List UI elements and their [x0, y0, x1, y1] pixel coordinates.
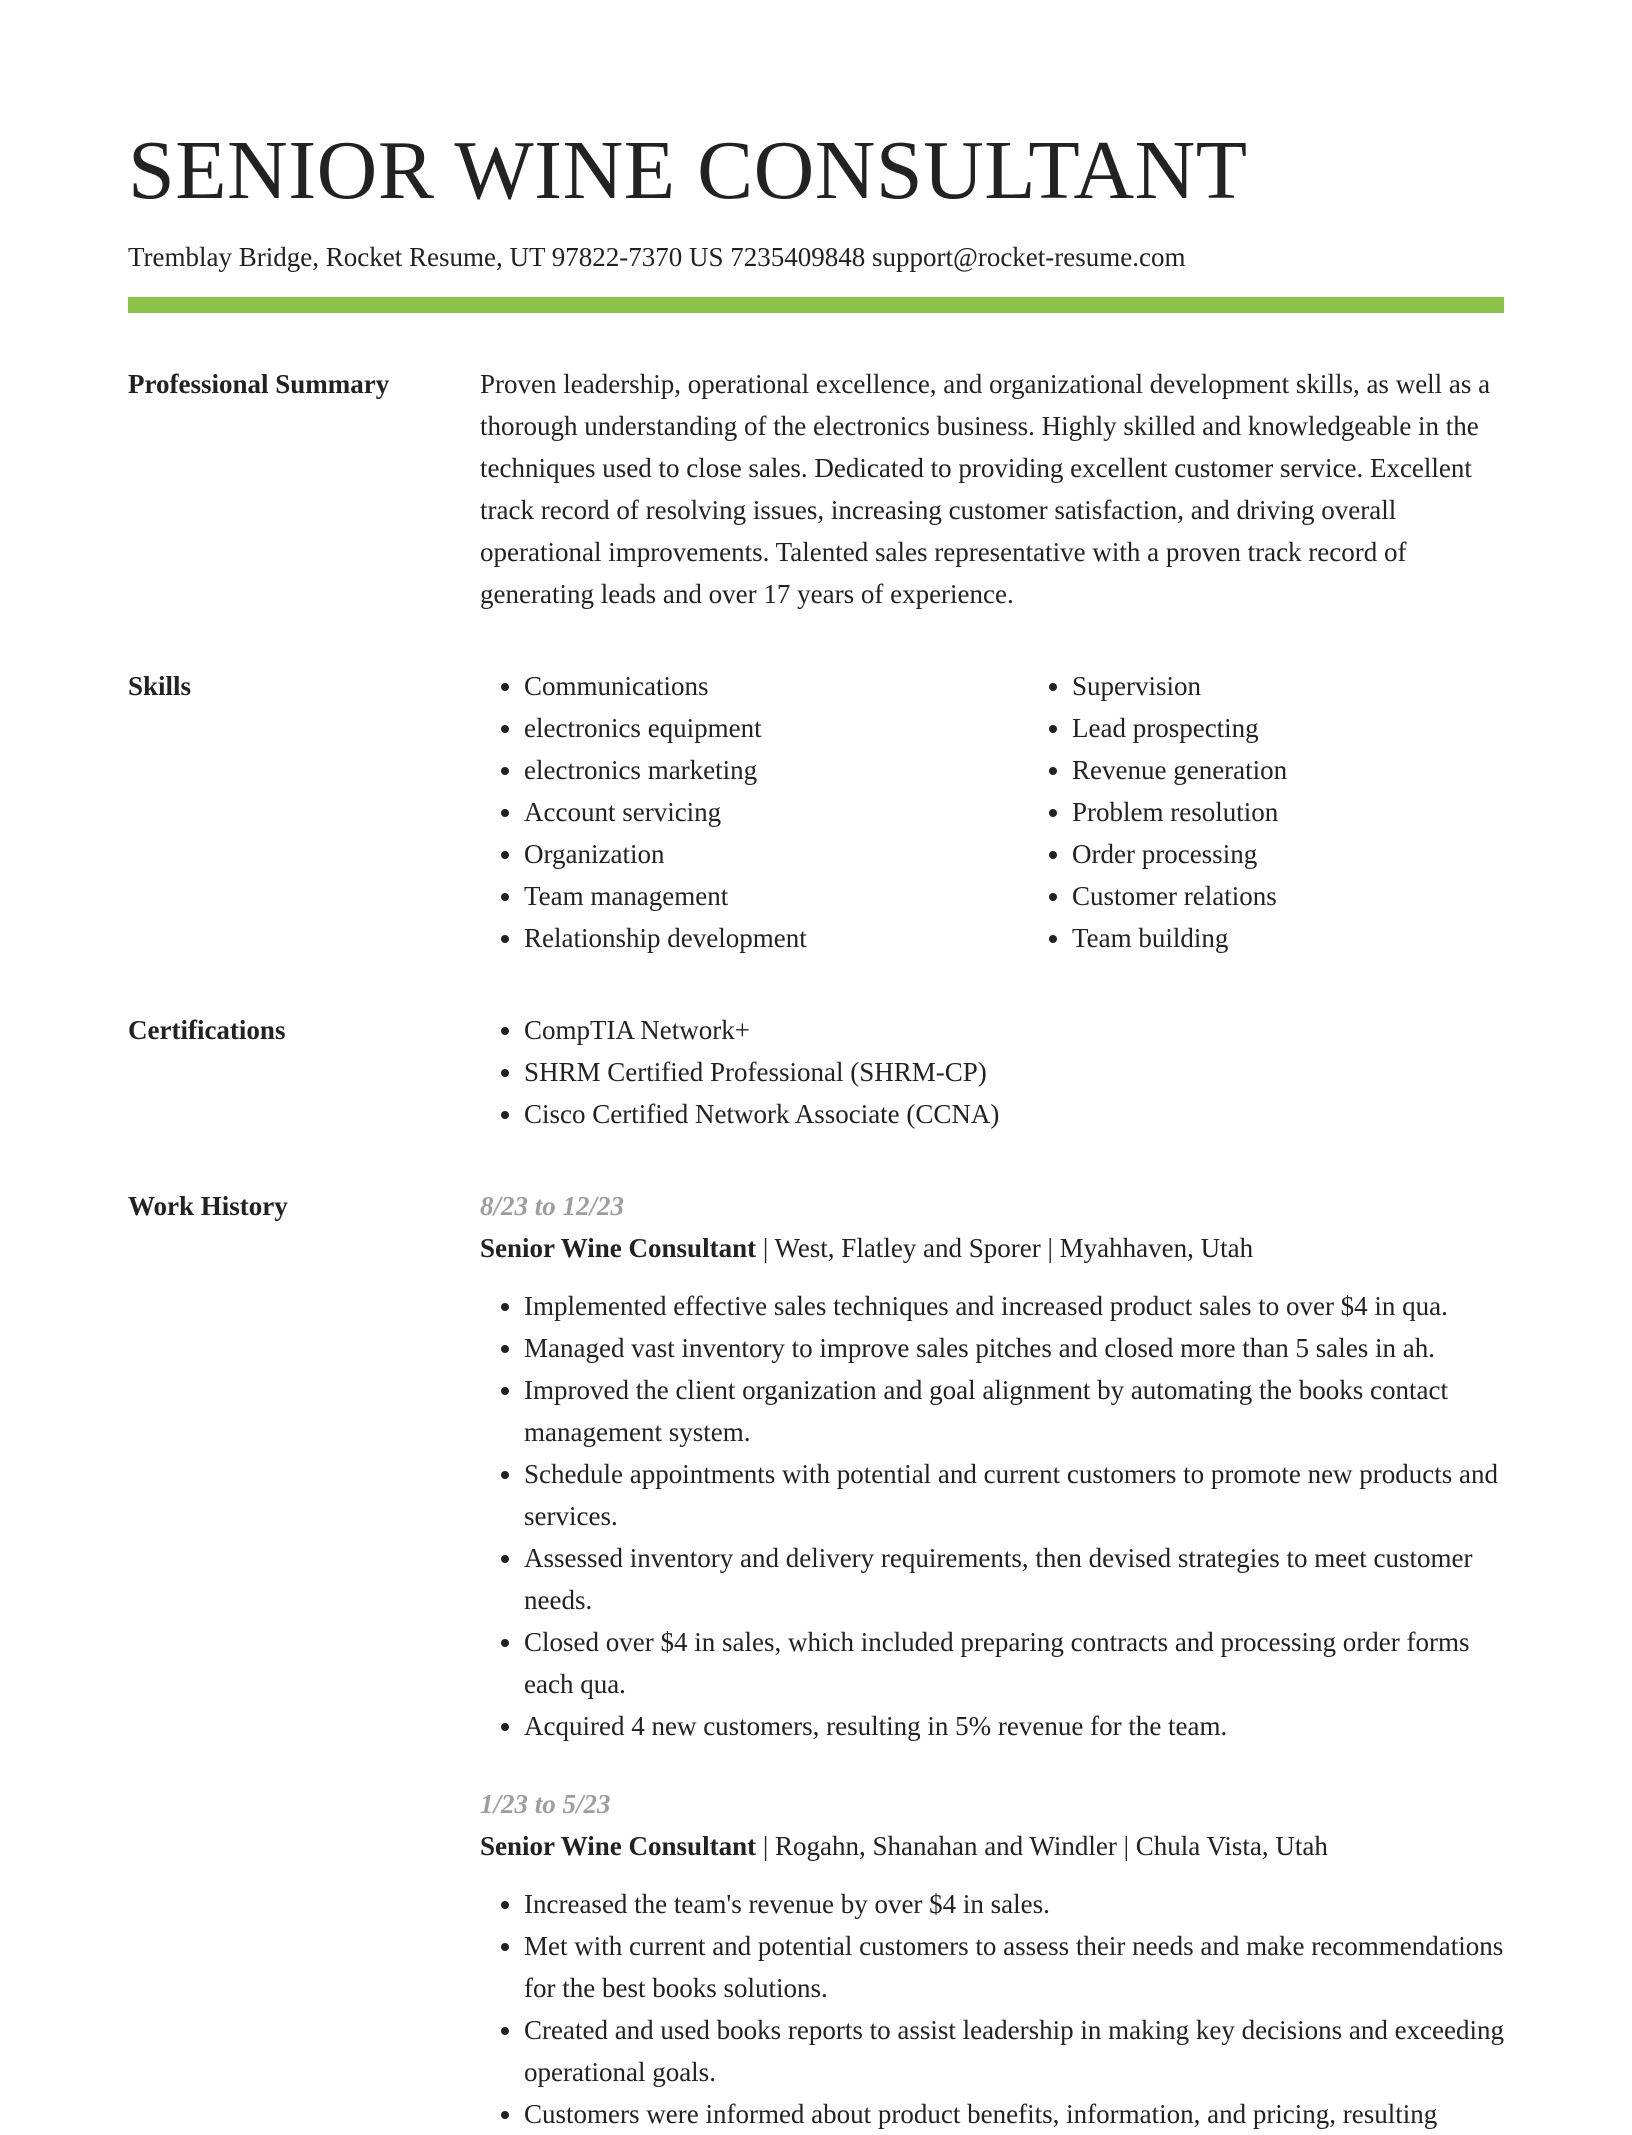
contact-phone: 7235409848: [730, 242, 866, 272]
job-employer: | Rogahn, Shanahan and Windler | Chula Vista, Utah: [756, 1831, 1328, 1861]
skill-item: • electronics equipment: [524, 707, 1028, 749]
job-dates: 1/23 to 5/23: [480, 1789, 611, 1819]
skills-section: [128, 665, 1504, 959]
skills-list-right: [1028, 665, 1492, 959]
job-bullet: • Met with current and potential customers to assess their needs and make recommendations for the best books solutions.: [524, 1925, 1504, 2009]
job-bullets: [480, 1883, 1504, 2135]
certifications-section: [128, 1009, 1504, 1135]
job-bullets: [480, 1285, 1504, 1747]
skill-item: • Team management: [524, 875, 1028, 917]
skills-list-left: [480, 665, 1028, 959]
summary-section: [128, 363, 1504, 615]
skill-item: • electronics marketing: [524, 749, 1028, 791]
job-bullet: • Customers were informed about product benefits, information, and pricing, resulting: [524, 2093, 1504, 2135]
certification-item: • CompTIA Network+: [524, 1009, 1504, 1051]
job-bullet: • Implemented effective sales techniques and increased product sales to over $4 in qua.: [524, 1285, 1504, 1327]
work-history-heading: Work History: [128, 1191, 288, 1221]
skill-item: • Team building: [1072, 917, 1492, 959]
skill-item: • Organization: [524, 833, 1028, 875]
contact-email: support@rocket-resume.com: [871, 242, 1186, 272]
job-bullet: • Assessed inventory and delivery requirements, then devised strategies to meet customer needs.: [524, 1537, 1504, 1621]
contact-address: Tremblay Bridge, Rocket Resume, UT 97822-7370 US: [128, 242, 724, 272]
job-entry: [480, 1783, 1504, 2135]
summary-text: Proven leadership, operational excellence, and organizational development skills, as well as a thorough understanding of the electronics business. Highly skilled and knowledgeable in the techniques used to close sales. Dedicated to providing excellent customer service. Excellent track record of resolving issues, increasing customer satisfaction, and driving overall operational improvements. Talented sales representative with a proven track record of generating leads and over 17 years of experience.: [480, 369, 1491, 609]
job-bullet: • Acquired 4 new customers, resulting in 5% revenue for the team.: [524, 1705, 1504, 1747]
certification-item: • SHRM Certified Professional (SHRM-CP): [524, 1051, 1504, 1093]
job-entry: [480, 1185, 1504, 1747]
job-bullet: • Improved the client organization and goal alignment by automating the books contact management system.: [524, 1369, 1504, 1453]
skill-item: • Supervision: [1072, 665, 1492, 707]
resume-title: SENIOR WINE CONSULTANT: [128, 124, 1248, 217]
job-employer: | West, Flatley and Sporer | Myahhaven, Utah: [756, 1233, 1254, 1263]
skill-item: • Relationship development: [524, 917, 1028, 959]
skill-item: • Order processing: [1072, 833, 1492, 875]
job-role: Senior Wine Consultant: [480, 1233, 757, 1263]
job-bullet: • Closed over $4 in sales, which included preparing contracts and processing order forms each qua.: [524, 1621, 1504, 1705]
job-title-line: [480, 1825, 1504, 1867]
resume-page: [128, 0, 1504, 2135]
job-title-line: [480, 1227, 1504, 1269]
skill-item: • Lead prospecting: [1072, 707, 1492, 749]
skills-heading: Skills: [128, 671, 192, 701]
work-history-section: [128, 1185, 1504, 2135]
skill-item: • Communications: [524, 665, 1028, 707]
summary-heading: Professional Summary: [128, 369, 390, 399]
job-bullet: • Created and used books reports to assist leadership in making key decisions and exceeding operational goals.: [524, 2009, 1504, 2093]
skill-item: • Customer relations: [1072, 875, 1492, 917]
accent-divider: [128, 297, 1504, 313]
job-bullet: • Increased the team's revenue by over $4 in sales.: [524, 1883, 1504, 1925]
certification-item: • Cisco Certified Network Associate (CCNA): [524, 1093, 1504, 1135]
skill-item: • Problem resolution: [1072, 791, 1492, 833]
skill-item: • Account servicing: [524, 791, 1028, 833]
contact-line: [128, 239, 1504, 275]
certifications-heading: Certifications: [128, 1015, 286, 1045]
skill-item: • Revenue generation: [1072, 749, 1492, 791]
job-dates: 8/23 to 12/23: [480, 1191, 625, 1221]
job-role: Senior Wine Consultant: [480, 1831, 757, 1861]
job-bullet: • Schedule appointments with potential and current customers to promote new products and services.: [524, 1453, 1504, 1537]
certifications-list: [480, 1009, 1504, 1135]
job-bullet: • Managed vast inventory to improve sales pitches and closed more than 5 sales in ah.: [524, 1327, 1504, 1369]
